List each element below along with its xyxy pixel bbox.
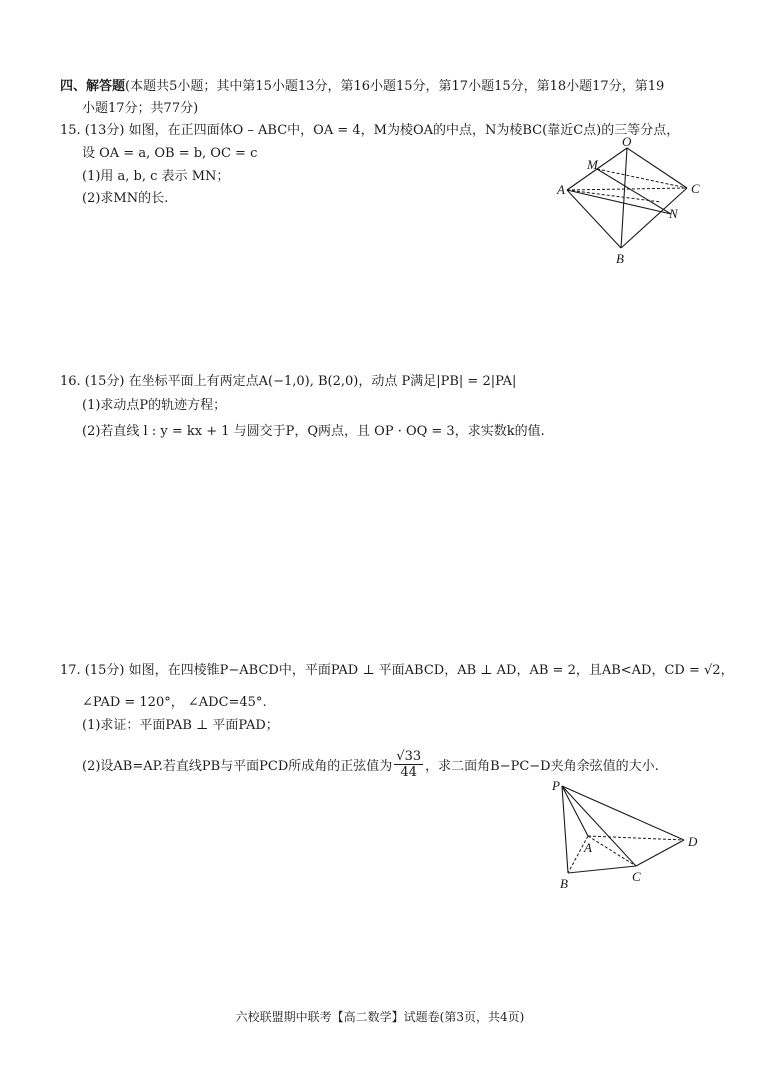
label-B: B	[560, 876, 568, 891]
q15-part2: (2)求MN的长.	[82, 191, 169, 206]
segment-AN	[567, 190, 671, 214]
q17-part1: (1)求证：平面PAB ⊥ 平面PAD；	[82, 718, 279, 733]
label-C: C	[632, 869, 641, 884]
q15-part1: (1)用 a, b, c 表示 MN；	[82, 169, 230, 184]
fraction-denominator: 44	[400, 765, 417, 780]
edge-BC	[568, 866, 636, 873]
section-heading: 四、解答题	[60, 79, 126, 94]
section-intro: (本题共5小题；其中第15小题13分，第16小题15分，第17小题15分，第18小题17分，第19	[125, 79, 665, 94]
q16-part1: (1)求动点P的轨迹方程；	[82, 398, 227, 413]
label-A: A	[557, 182, 565, 197]
label-O: O	[622, 136, 632, 149]
edge-PB	[562, 786, 568, 873]
segment-hidden	[567, 190, 661, 202]
edge-OB	[621, 148, 627, 248]
label-A: A	[584, 840, 592, 855]
pyramid-figure	[548, 778, 708, 893]
label-M: M	[587, 157, 598, 172]
section-intro-cont: 小题17分；共77分)	[82, 101, 199, 116]
q17-angles: ∠PAD = 120°， ∠ADC=45°.	[82, 695, 267, 710]
edge-AB	[567, 190, 621, 248]
edge-AD-hidden	[588, 836, 684, 840]
sine-fraction	[394, 749, 423, 780]
q15-vectors: 设 OA = a, OB = b, OC = c	[82, 146, 258, 161]
q17-part2-text-b: ，求二面角B−PC−D夹角余弦值的大小.	[425, 759, 659, 774]
label-D: D	[688, 834, 698, 849]
segment-MN	[597, 169, 671, 214]
page-footer: 六校联盟期中联考【高二数学】试题卷(第3页，共4页)	[235, 1010, 525, 1024]
q15-stem: 15. (13分) 如图，在正四面体O – ABC中，OA = 4，M为棱OA的中点，N为棱BC(靠近C点)的三等分点，	[60, 123, 680, 138]
edge-CD	[636, 840, 684, 866]
edge-AC-hidden	[567, 188, 687, 190]
label-N: N	[669, 206, 678, 221]
label-P: P	[552, 778, 560, 793]
edge-PD	[562, 786, 684, 840]
fraction-numerator: √33	[396, 749, 422, 764]
label-B: B	[616, 251, 624, 266]
q16-stem: 16. (15分) 在坐标平面上有两定点A(−1,0), B(2,0)，动点 P满足|PB| = 2|PA|	[60, 374, 517, 389]
section-header	[60, 78, 664, 96]
label-C: C	[691, 181, 700, 196]
q17-stem: 17. (15分) 如图，在四棱锥P−ABCD中，平面PAD ⊥ 平面ABCD，AB ⊥ AD，AB = 2，且AB<AD，CD = √2，	[60, 663, 734, 678]
edge-PA	[562, 786, 588, 836]
tetrahedron-figure	[555, 136, 715, 266]
edge-PC	[562, 786, 636, 866]
q16-part2: (2)若直线 l : y = kx + 1 与圆交于P，Q两点，且 OP · OQ = 3，求实数k的值.	[82, 424, 545, 439]
q17-part2-text-a: (2)设AB=AP.若直线PB与平面PCD所成角的正弦值为	[82, 759, 393, 774]
